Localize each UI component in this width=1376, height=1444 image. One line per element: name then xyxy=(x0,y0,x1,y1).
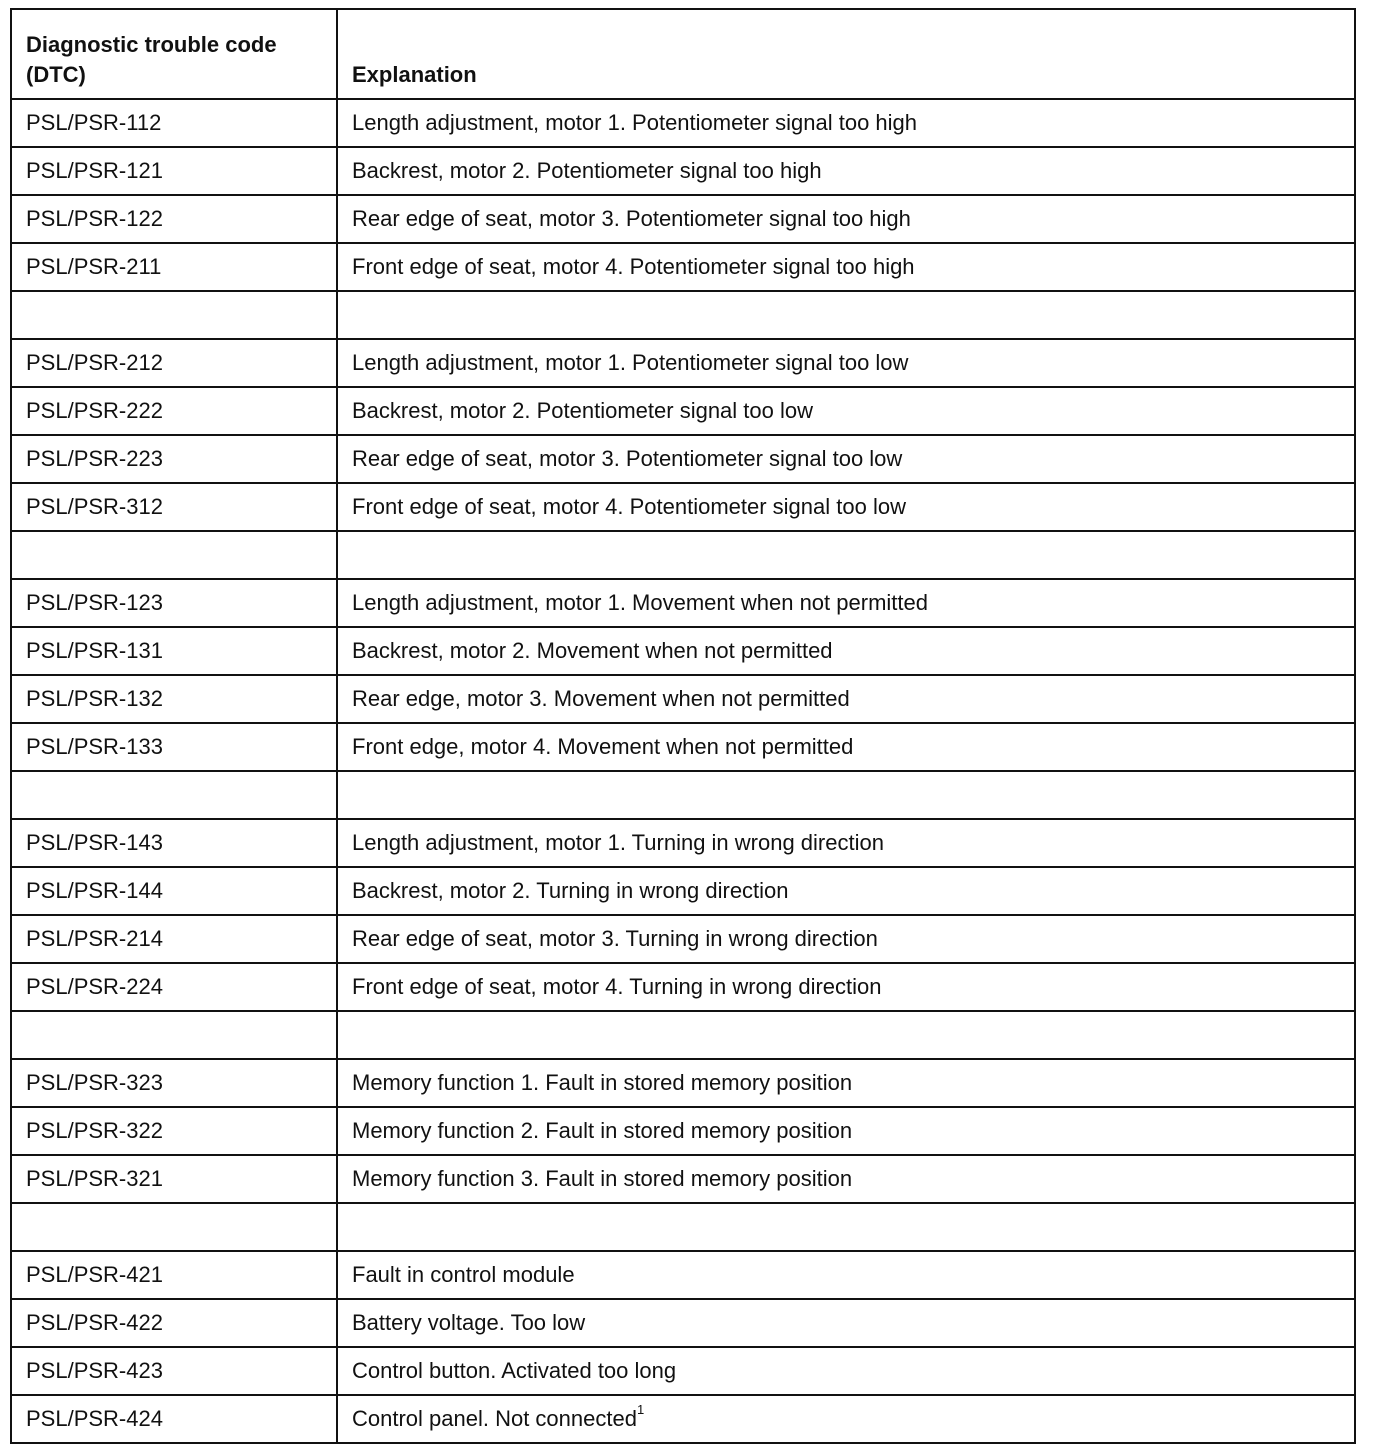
explanation-cell xyxy=(337,291,1355,339)
table-row xyxy=(11,99,1355,147)
explanation-cell xyxy=(337,387,1355,435)
header-row xyxy=(11,9,1355,99)
explanation-cell xyxy=(337,1395,1355,1443)
explanation-text: Rear edge of seat, motor 3. Potentiometer signal too high xyxy=(352,206,911,231)
table-row xyxy=(11,387,1355,435)
explanation-text: Battery voltage. Too low xyxy=(352,1310,586,1335)
dtc-code-cell xyxy=(11,291,337,339)
header-explanation: Explanation xyxy=(337,9,1355,99)
header-dtc: Diagnostic trouble code (DTC) xyxy=(11,9,337,99)
footnote-marker: 1 xyxy=(636,1402,645,1417)
explanation-text: Length adjustment, motor 1. Turning in wrong direction xyxy=(352,830,884,855)
explanation-text: Memory function 1. Fault in stored memory position xyxy=(352,1070,853,1095)
explanation-text: Length adjustment, motor 1. Movement when not permitted xyxy=(352,590,928,615)
explanation-text: Length adjustment, motor 1. Potentiometer signal too high xyxy=(352,110,918,135)
table-row xyxy=(11,483,1355,531)
explanation-cell xyxy=(337,579,1355,627)
dtc-code-cell: PSL/PSR-423 xyxy=(11,1347,337,1395)
dtc-code-cell: PSL/PSR-211 xyxy=(11,243,337,291)
explanation-cell xyxy=(337,915,1355,963)
table-row xyxy=(11,435,1355,483)
table-row xyxy=(11,243,1355,291)
dtc-code-cell: PSL/PSR-422 xyxy=(11,1299,337,1347)
explanation-cell xyxy=(337,483,1355,531)
dtc-code-cell: PSL/PSR-121 xyxy=(11,147,337,195)
dtc-code-cell: PSL/PSR-222 xyxy=(11,387,337,435)
dtc-code-cell: PSL/PSR-322 xyxy=(11,1107,337,1155)
blank-row xyxy=(11,771,1355,819)
explanation-text: Memory function 3. Fault in stored memory position xyxy=(352,1166,853,1191)
dtc-code-cell: PSL/PSR-143 xyxy=(11,819,337,867)
table-row xyxy=(11,1251,1355,1299)
dtc-code-cell: PSL/PSR-224 xyxy=(11,963,337,1011)
explanation-text: Fault in control module xyxy=(352,1262,575,1287)
explanation-cell xyxy=(337,147,1355,195)
blank-row xyxy=(11,1203,1355,1251)
explanation-cell xyxy=(337,195,1355,243)
explanation-text: Front edge of seat, motor 4. Turning in wrong direction xyxy=(352,974,882,999)
explanation-cell xyxy=(337,819,1355,867)
dtc-table xyxy=(10,8,1356,1444)
explanation-cell xyxy=(337,675,1355,723)
explanation-cell xyxy=(337,339,1355,387)
explanation-text: Rear edge, motor 3. Movement when not permitted xyxy=(352,686,850,711)
table-row xyxy=(11,339,1355,387)
table-row xyxy=(11,1395,1355,1443)
blank-row xyxy=(11,291,1355,339)
explanation-cell xyxy=(337,435,1355,483)
explanation-text: Memory function 2. Fault in stored memory position xyxy=(352,1118,853,1143)
dtc-code-cell: PSL/PSR-421 xyxy=(11,1251,337,1299)
explanation-cell xyxy=(337,723,1355,771)
explanation-cell xyxy=(337,243,1355,291)
explanation-text: Front edge, motor 4. Movement when not permitted xyxy=(352,734,854,759)
explanation-text: Backrest, motor 2. Movement when not permitted xyxy=(352,638,833,663)
dtc-code-cell: PSL/PSR-323 xyxy=(11,1059,337,1107)
table-row xyxy=(11,723,1355,771)
explanation-text: Control panel. Not connected xyxy=(352,1406,637,1431)
dtc-code-cell xyxy=(11,1011,337,1059)
explanation-cell xyxy=(337,1107,1355,1155)
table-row xyxy=(11,1155,1355,1203)
explanation-cell xyxy=(337,1011,1355,1059)
dtc-code-cell: PSL/PSR-144 xyxy=(11,867,337,915)
table-row xyxy=(11,195,1355,243)
table-row xyxy=(11,1107,1355,1155)
explanation-text: Backrest, motor 2. Turning in wrong direction xyxy=(352,878,789,903)
explanation-cell xyxy=(337,99,1355,147)
dtc-code-cell: PSL/PSR-223 xyxy=(11,435,337,483)
explanation-cell xyxy=(337,1251,1355,1299)
table-row xyxy=(11,627,1355,675)
dtc-code-cell: PSL/PSR-321 xyxy=(11,1155,337,1203)
blank-row xyxy=(11,531,1355,579)
table-row xyxy=(11,1299,1355,1347)
explanation-cell xyxy=(337,1299,1355,1347)
table-row xyxy=(11,867,1355,915)
explanation-text: Control button. Activated too long xyxy=(352,1358,677,1383)
explanation-cell xyxy=(337,1347,1355,1395)
explanation-text: Rear edge of seat, motor 3. Potentiometer signal too low xyxy=(352,446,903,471)
explanation-text: Backrest, motor 2. Potentiometer signal too low xyxy=(352,398,813,423)
explanation-cell xyxy=(337,771,1355,819)
dtc-code-cell: PSL/PSR-123 xyxy=(11,579,337,627)
table-row xyxy=(11,579,1355,627)
dtc-code-cell: PSL/PSR-214 xyxy=(11,915,337,963)
dtc-code-cell: PSL/PSR-131 xyxy=(11,627,337,675)
dtc-code-cell: PSL/PSR-312 xyxy=(11,483,337,531)
explanation-text: Length adjustment, motor 1. Potentiometer signal too low xyxy=(352,350,909,375)
dtc-code-cell: PSL/PSR-212 xyxy=(11,339,337,387)
dtc-code-cell: PSL/PSR-424 xyxy=(11,1395,337,1443)
dtc-code-cell xyxy=(11,771,337,819)
explanation-cell xyxy=(337,531,1355,579)
table-row xyxy=(11,675,1355,723)
blank-row xyxy=(11,1011,1355,1059)
table-row xyxy=(11,1347,1355,1395)
table-row xyxy=(11,1059,1355,1107)
dtc-code-cell xyxy=(11,531,337,579)
dtc-code-cell: PSL/PSR-112 xyxy=(11,99,337,147)
table-row xyxy=(11,819,1355,867)
explanation-text: Front edge of seat, motor 4. Potentiometer signal too low xyxy=(352,494,906,519)
table-row xyxy=(11,915,1355,963)
explanation-cell xyxy=(337,1155,1355,1203)
explanation-cell xyxy=(337,1203,1355,1251)
explanation-cell xyxy=(337,867,1355,915)
explanation-text: Backrest, motor 2. Potentiometer signal too high xyxy=(352,158,822,183)
table-row xyxy=(11,147,1355,195)
explanation-cell xyxy=(337,1059,1355,1107)
explanation-cell xyxy=(337,627,1355,675)
dtc-code-cell: PSL/PSR-122 xyxy=(11,195,337,243)
explanation-text: Rear edge of seat, motor 3. Turning in wrong direction xyxy=(352,926,878,951)
table-row xyxy=(11,963,1355,1011)
dtc-code-cell: PSL/PSR-133 xyxy=(11,723,337,771)
dtc-code-cell xyxy=(11,1203,337,1251)
dtc-code-cell: PSL/PSR-132 xyxy=(11,675,337,723)
explanation-text: Front edge of seat, motor 4. Potentiometer signal too high xyxy=(352,254,915,279)
explanation-cell xyxy=(337,963,1355,1011)
